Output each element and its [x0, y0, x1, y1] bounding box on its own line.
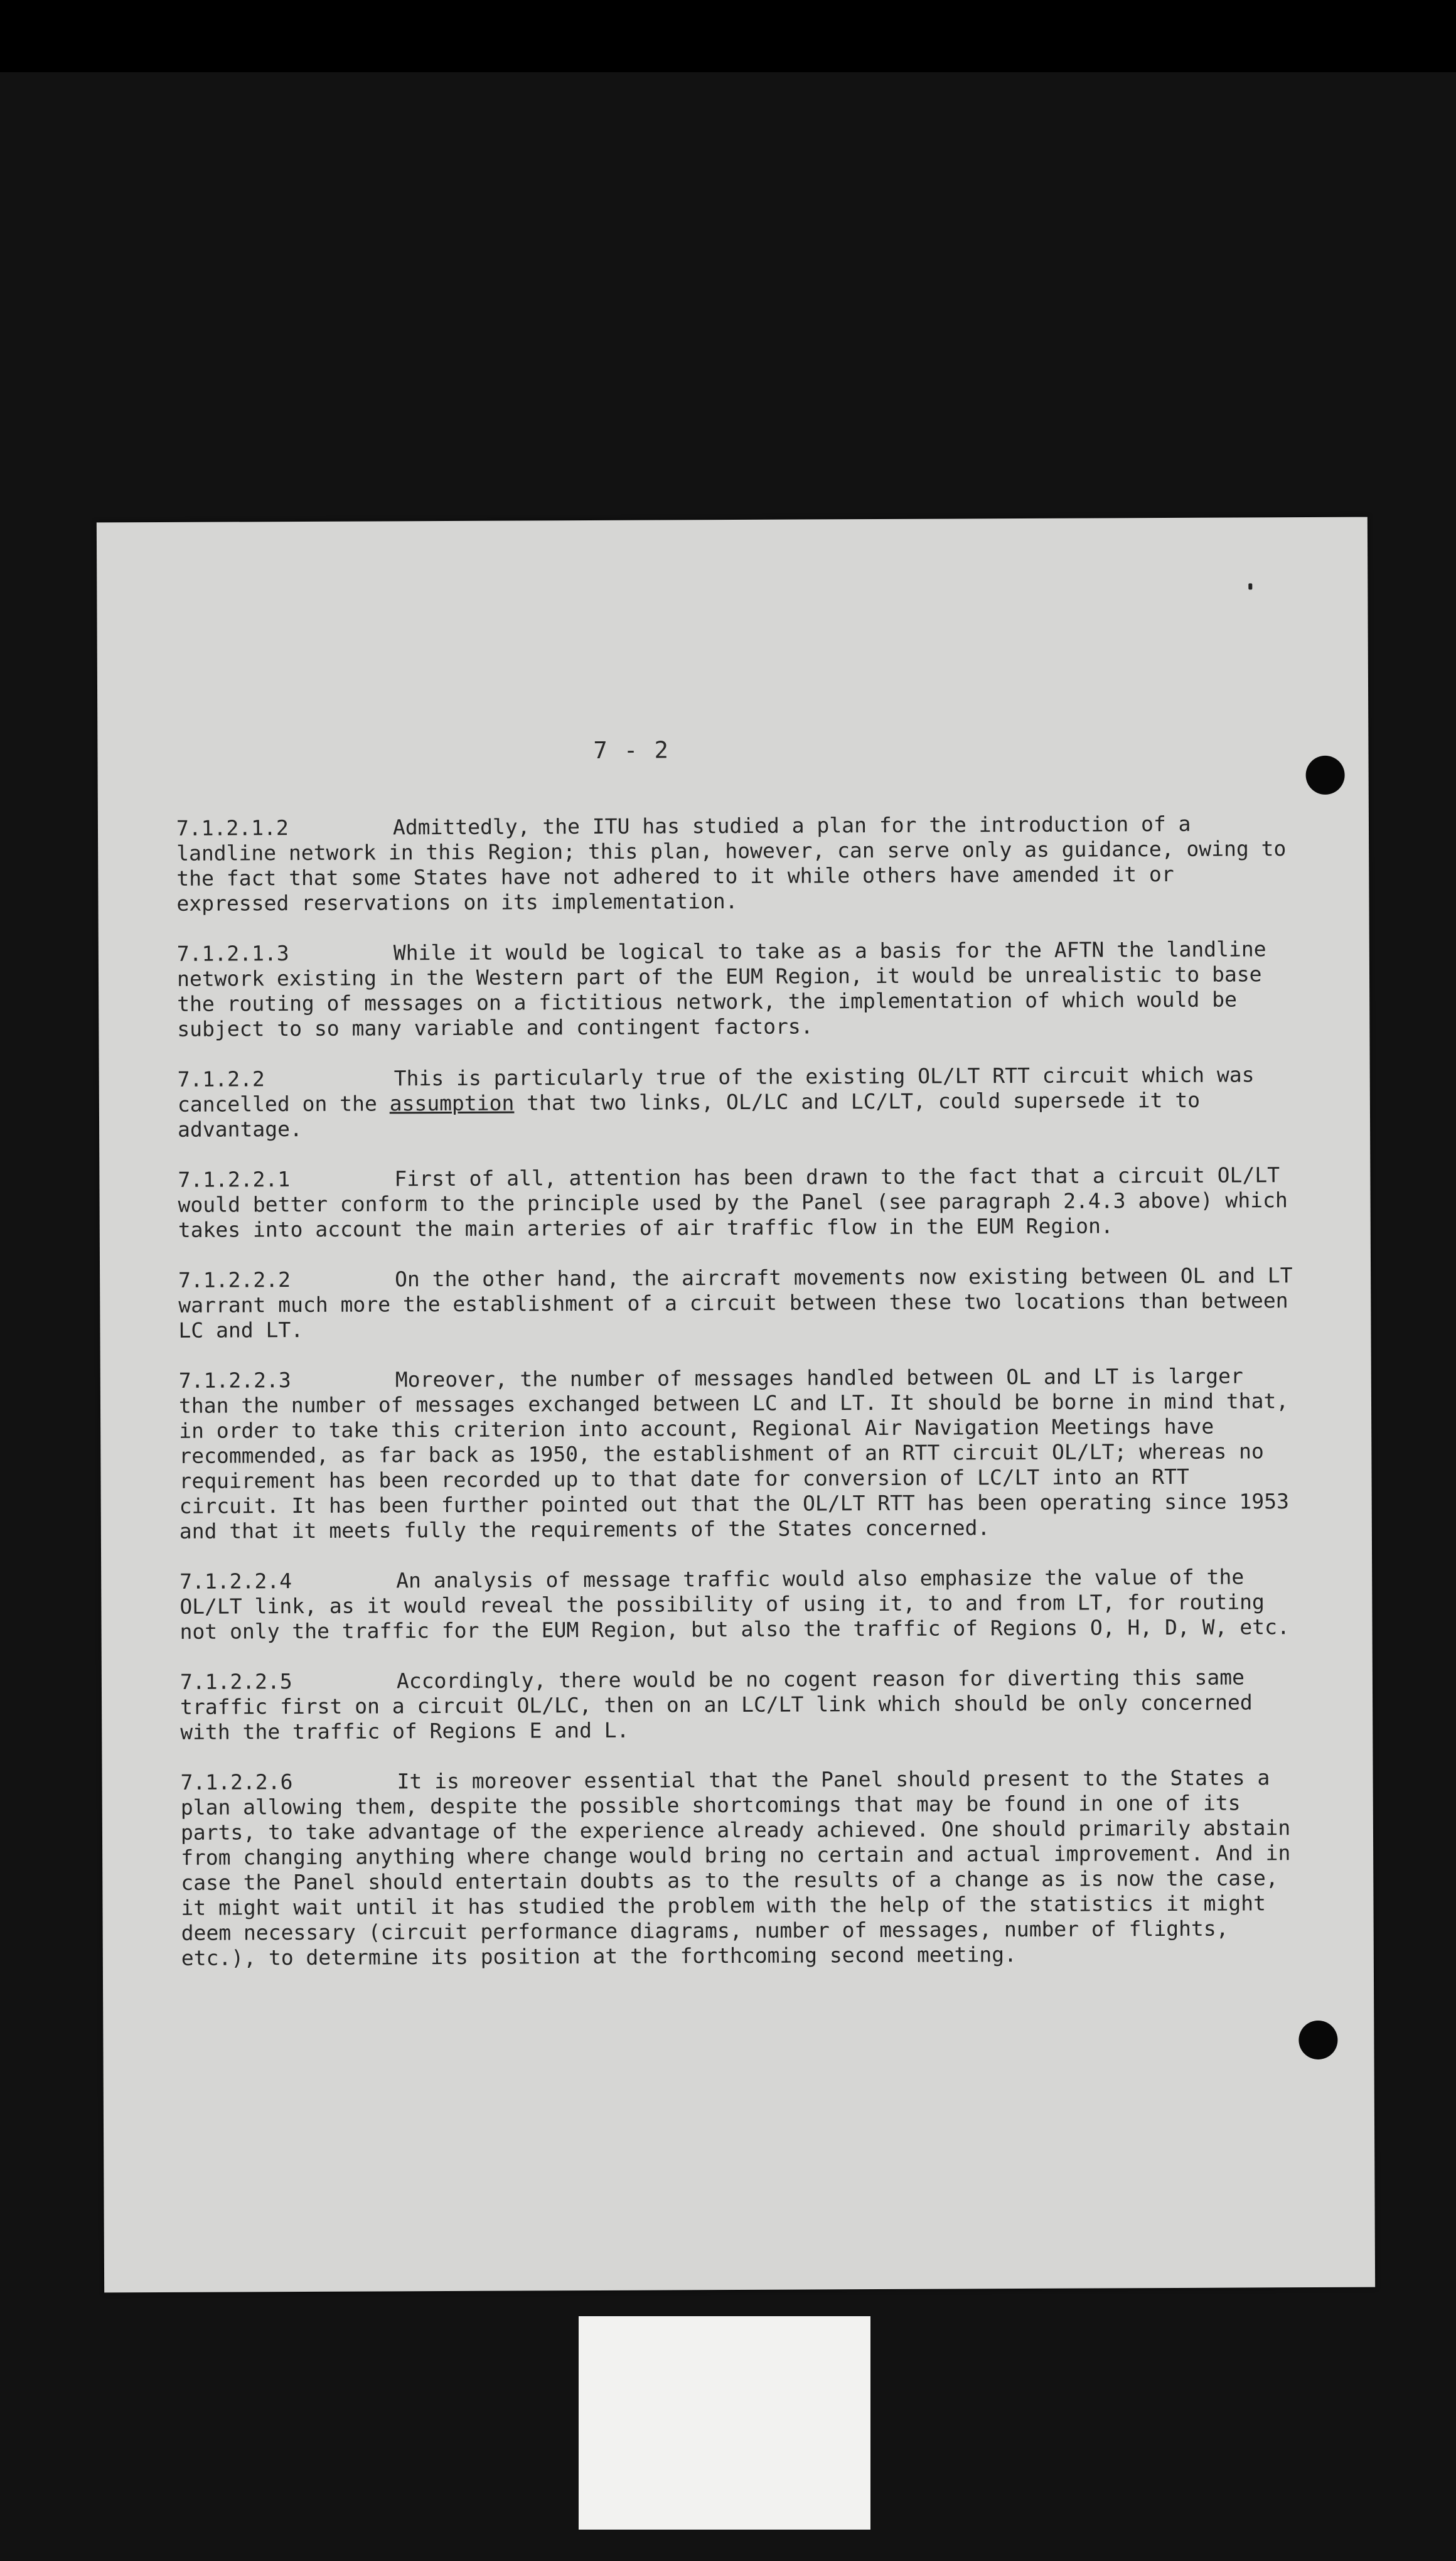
paragraph [179, 1363, 1297, 1544]
paragraph-text: On the other hand, the aircraft movements now existing between OL and LT warrant much more the establishment of a circuit between these two locations than between LC and LT. [178, 1263, 1293, 1343]
document-page [97, 517, 1375, 2293]
paragraph-number: 7.1.2.2.3 [178, 1368, 291, 1393]
paragraph [178, 1062, 1295, 1142]
paper-speck [1248, 583, 1252, 589]
paragraph-number: 7.1.2.2.5 [179, 1669, 292, 1694]
paragraph-number: 7.1.2.1.3 [176, 941, 289, 966]
paragraph-text: Moreover, the number of messages handled between OL and LT is larger than the number of messages exchanged between LC and LT. It should be borne in mind that, in order to take this criterion into account, Regional Air Navigation Meetings have recommended, as far back as 1950, the establishment of an RTT circuit OL/LT; whereas no requirement has been recorded up to that date for conversion of LC/LT into an RTT circuit. It has been further pointed out that the OL/LT RTT has been operating since 1953 and that it meets fully the requirements of the States concerned. [178, 1363, 1289, 1544]
paragraph-text-continued: that two links, OL/LC and LC/LT, could supersede it to advantage. [177, 1087, 1201, 1142]
paragraph-number: 7.1.2.1.2 [176, 815, 289, 840]
paragraph-text: Accordingly, there would be no cogent reason for diverting this same traffic first on a circuit OL/LC, then on an LC/LT link which should be only concerned with the traffic of Regions E and L. [180, 1665, 1253, 1744]
paragraph-text: An analysis of message traffic would also emphasize the value of the OL/LT link, as it would reveal the possibility of using it, to and from LT, for routing not only the traffic for the EUM Region, but also the traffic of Regions O, H, D, W, etc. [179, 1564, 1290, 1644]
paragraph [181, 1765, 1298, 1971]
document-body [176, 811, 1298, 1996]
page-number: 7 - 2 [593, 736, 670, 764]
underlined-word: assumption [389, 1090, 515, 1116]
paragraph-text: While it would be logical to take as a basis for the AFTN the landline network existing in the Western part of the EUM Region, it would be unrealistic to base the routing of messages on a fictitious network, the implementation of which would be subject to so many variable and contingent factors. [176, 937, 1266, 1041]
paragraph [176, 811, 1294, 916]
paragraph-number: 7.1.2.2 [177, 1066, 265, 1092]
punch-hole-upper [1305, 756, 1344, 795]
paragraph [179, 1564, 1297, 1645]
paragraph-text: It is moreover essential that the Panel should present to the States a plan allowing them, despite the possible shortcomings that may be found in one of its parts, to take advantage of the experience already achieved. One should primarily abstain from changing anything where change would bring no certain and actual improvement. And in case the Panel should entertain doubts as to the results of a change as is now the case, it might wait until it has studied the problem with the help of the statistics it might deem necessary (circuit performance diagrams, number of messages, number of flights, etc.), to determine its position at the forthcoming second meeting. [180, 1765, 1291, 1970]
paragraph-number: 7.1.2.2.1 [178, 1167, 291, 1192]
paragraph-text: Admittedly, the ITU has studied a plan for the introduction of a landline network in this Region; this plan, however, can serve only as guidance, owing to the fact that some States have not adhered to it while others have amended it or expressed reservations on its implementation. [176, 811, 1287, 916]
paragraph [177, 937, 1295, 1042]
paragraph [178, 1162, 1295, 1243]
blank-label-card [579, 2316, 870, 2530]
film-top-border [0, 0, 1456, 72]
punch-hole-lower [1298, 2021, 1337, 2059]
paragraph-text: First of all, attention has been drawn to the fact that a circuit OL/LT would better conform to the principle used by the Panel (see paragraph 2.4.3 above) which takes into account the main arteries of air traffic flow in the EUM Region. [178, 1162, 1288, 1242]
paragraph [178, 1263, 1296, 1343]
paragraph-text: This is particularly true of the existing OL/LT RTT circuit which was cancelled on the [177, 1062, 1255, 1117]
paragraph-number: 7.1.2.2.2 [178, 1267, 291, 1292]
paragraph [180, 1665, 1298, 1745]
paragraph-number: 7.1.2.2.6 [180, 1769, 293, 1795]
paragraph-number: 7.1.2.2.4 [179, 1569, 292, 1594]
